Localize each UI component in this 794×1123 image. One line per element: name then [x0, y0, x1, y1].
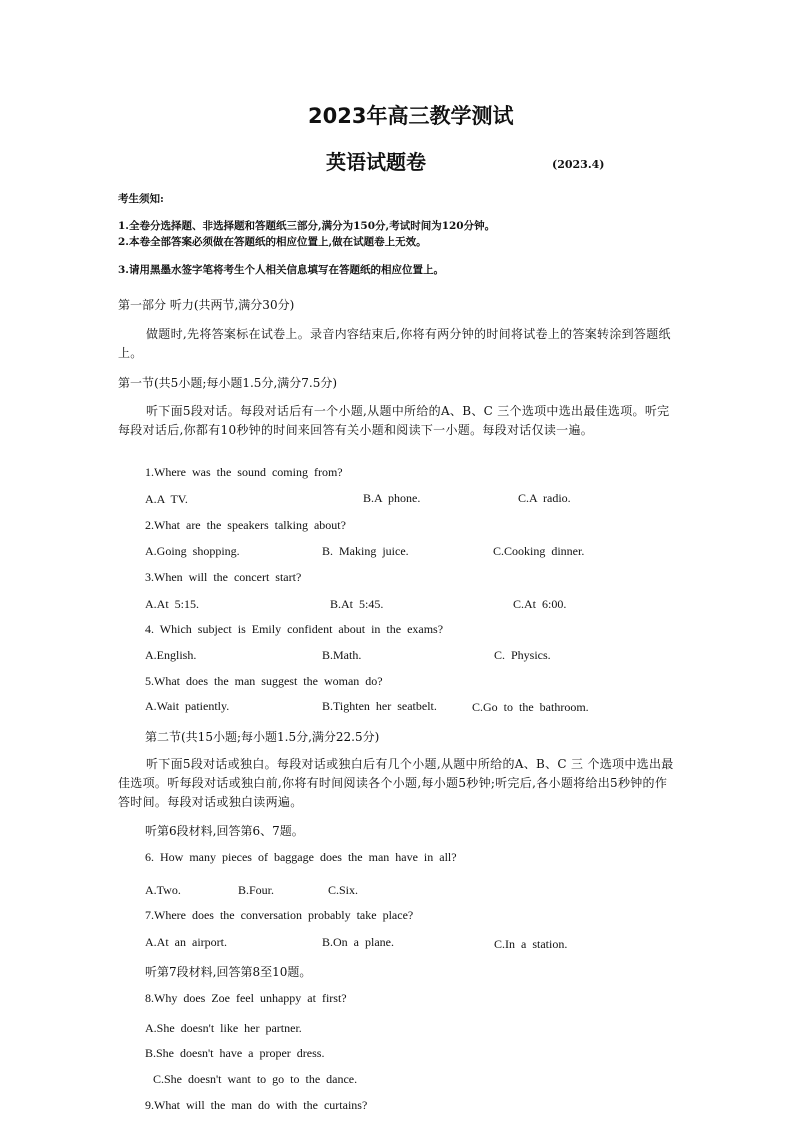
option-3b: B.At 5:45. — [330, 597, 384, 611]
option-4c: C. Physics. — [494, 648, 551, 662]
option-1b: B.A phone. — [363, 491, 421, 505]
section2-instructions: 听下面5段对话或独白。每段对话或独白后有几个小题,从题中所给的A、B、C 三 个选项中选出最佳选项。听每段对话或独白前,你将有时间阅读各个小题,每小题5秒钟;听完后,各小题将给出5秒钟的作答时间。每段对话或独白读两遍。 — [118, 757, 674, 809]
question-8: 8.Why does Zoe feel unhappy at first? — [145, 991, 347, 1005]
part1-intro: 做题时,先将答案标在试卷上。录音内容结束后,你将有两分钟的时间将试卷上的答案转涂到答题纸上。 — [118, 327, 671, 360]
option-8c: C.She doesn't want to go to the dance. — [153, 1072, 358, 1086]
option-5c: C.Go to the bathroom. — [472, 700, 589, 714]
option-3c: C.At 6:00. — [513, 597, 567, 611]
option-7a: A.At an airport. — [145, 935, 227, 949]
notice-heading: 考生须知: — [118, 193, 164, 205]
question-5: 5.What does the man suggest the woman do? — [145, 674, 383, 688]
option-4b: B.Math. — [322, 648, 362, 662]
material-7-note: 听第7段材料,回答第8至10题。 — [145, 965, 312, 979]
option-5b: B.Tighten her seatbelt. — [322, 699, 437, 713]
option-8b: B.She doesn't have a proper dress. — [145, 1046, 325, 1060]
option-6c: C.Six. — [328, 883, 359, 897]
question-9: 9.What will the man do with the curtains? — [145, 1098, 368, 1112]
question-3: 3.When will the concert start? — [145, 570, 302, 584]
option-7b: B.On a plane. — [322, 935, 394, 949]
notice-item-3: 3.请用黑墨水签字笔将考生个人相关信息填写在答题纸的相应位置上。 — [118, 264, 444, 276]
section1-heading: 第一节(共5小题;每小题1.5分,满分7.5分) — [118, 376, 338, 390]
option-2b: B. Making juice. — [322, 544, 409, 558]
question-7: 7.Where does the conversation probably take place? — [145, 908, 414, 922]
option-3a: A.At 5:15. — [145, 597, 199, 611]
question-6: 6. How many pieces of baggage does the man have in all? — [145, 850, 457, 864]
notice-item-1: 1.全卷分选择题、非选择题和答题纸三部分,满分为150分,考试时间为120分钟。 — [118, 220, 496, 232]
section1-instructions: 听下面5段对话。每段对话后有一个小题,从题中所给的A、B、C 三个选项中选出最佳选项。听完每段对话后,你都有10秒钟的时间来回答有关小题和阅读下一小题。每段对话仅读一遍。 — [118, 404, 670, 437]
option-8a: A.She doesn't like her partner. — [145, 1021, 302, 1035]
notice-item-2: 2.本卷全部答案必须做在答题纸的相应位置上,做在试题卷上无效。 — [118, 236, 427, 248]
option-4a: A.English. — [145, 648, 197, 662]
part1-heading: 第一部分 听力(共两节,满分30分) — [118, 298, 295, 312]
question-1: 1.Where was the sound coming from? — [145, 465, 343, 479]
option-1c: C.A radio. — [518, 491, 571, 505]
option-1a: A.A TV. — [145, 492, 188, 506]
exam-title: 2023年高三教学测试 — [308, 104, 514, 128]
material-6-note: 听第6段材料,回答第6、7题。 — [145, 824, 304, 838]
section2-heading: 第二节(共15小题;每小题1.5分,满分22.5分) — [145, 730, 380, 744]
option-7c: C.In a station. — [494, 937, 568, 951]
question-4: 4. Which subject is Emily confident about in the exams? — [145, 622, 444, 636]
exam-subtitle: 英语试题卷 — [326, 150, 426, 174]
option-2c: C.Cooking dinner. — [493, 544, 585, 558]
question-2: 2.What are the speakers talking about? — [145, 518, 346, 532]
exam-date: (2023.4) — [552, 158, 605, 171]
option-6a: A.Two. — [145, 883, 181, 897]
option-5a: A.Wait patiently. — [145, 699, 230, 713]
option-2a: A.Going shopping. — [145, 544, 240, 558]
option-6b: B.Four. — [238, 883, 275, 897]
